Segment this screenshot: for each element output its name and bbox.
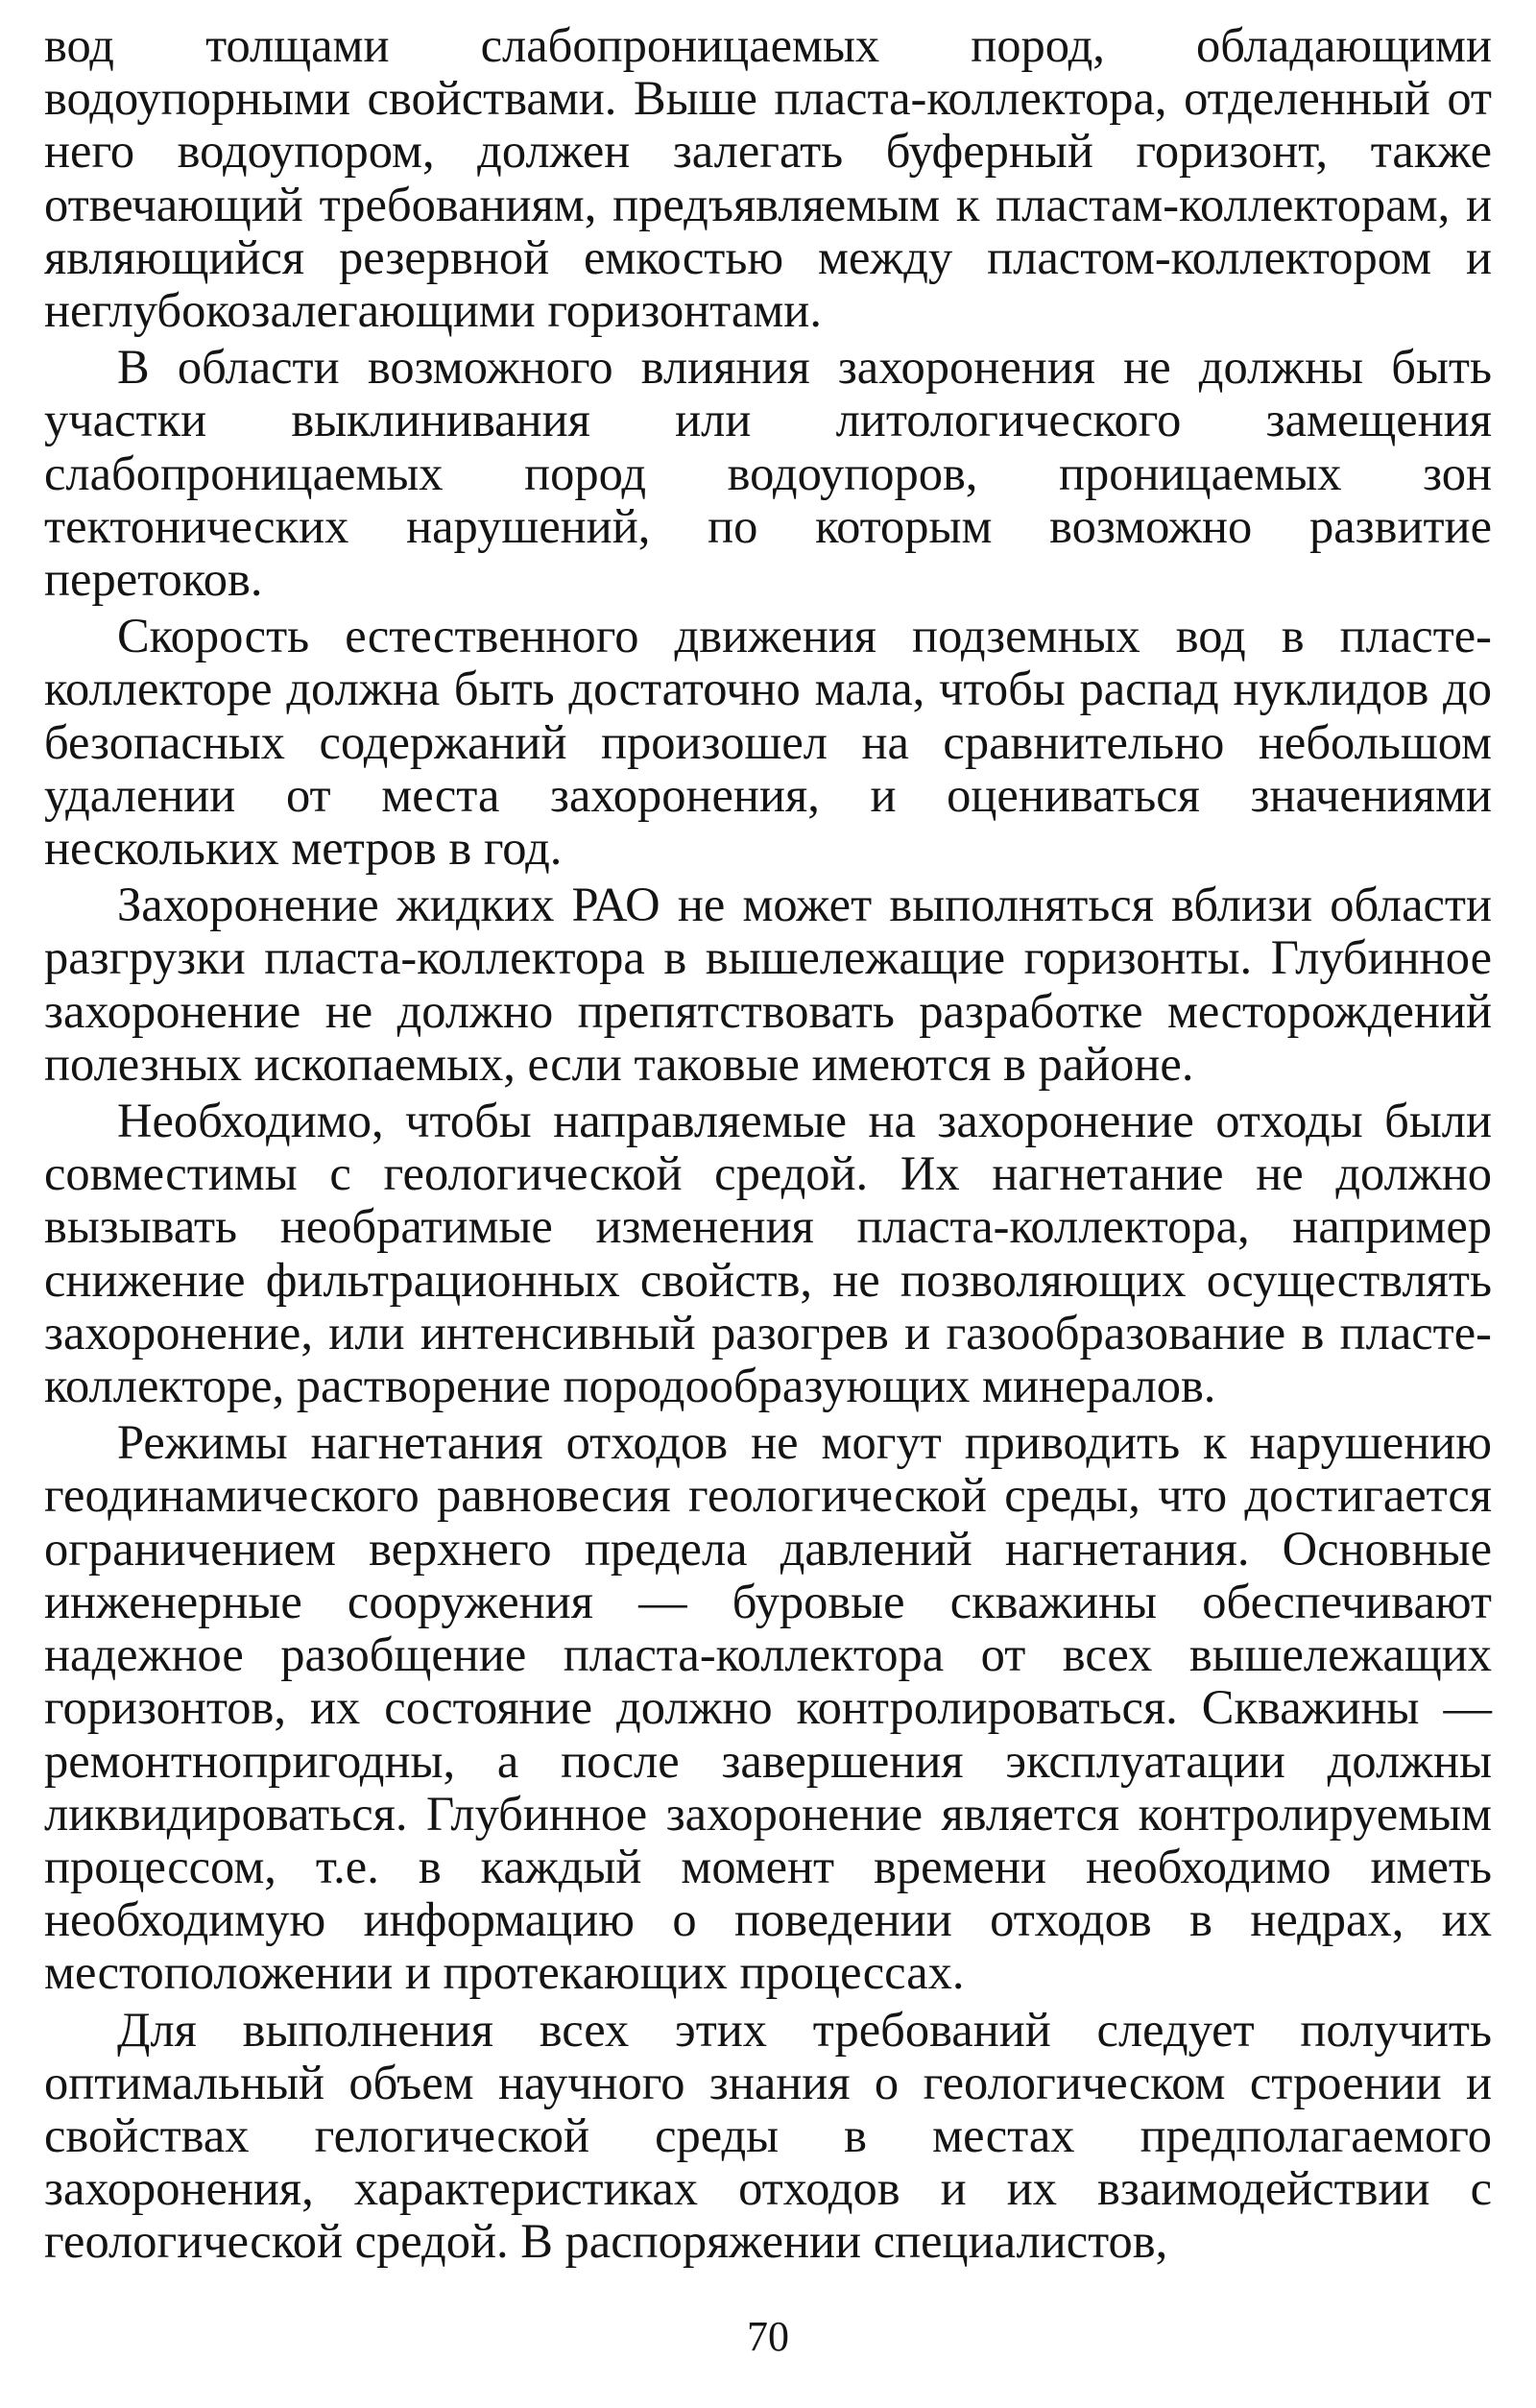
paragraph-groundwater-speed: Скорость естественного движения подземных вод в пласте-коллекторе должна быть достаточно мала, чтобы распад нуклидов до безопасных содержаний произошел на сравнительно небольшом удалении от места захоронения, и оцениваться значениями нескольких метров в год. <box>44 609 1492 876</box>
paragraph-scientific-knowledge: Для выполнения всех этих требований следует получить оптимальный объем научного знания о геологическом строении и свойствах гелогической среды в местах предполагаемого захоронения, характеристиках отходов и их взаимодействии с геологической средой. В распоряжении специалистов, <box>44 2002 1492 2269</box>
paragraph-discharge-area: Захоронение жидких РАО не может выполняться вблизи области разгрузки пласта-коллектора в вышележащие горизонты. Глубинное захоронение не должно препятствовать разработке месторождений полезных ископаемых, если таковые имеются в районе. <box>44 878 1492 1091</box>
paragraph-continuation: вод толщами слабопроницаемых пород, обладающими водоупорными свойствами. Выше пласта-коллектора, отделенный от него водоупором, должен залегать буферный горизонт, также отвечающий требованиям, предъявляемым к пластам-коллекторам, и являющийся резервной емкостью между пластом-коллектором и неглубокозалегающими горизонтами. <box>44 18 1492 338</box>
page-number: 70 <box>747 2313 789 2360</box>
paragraph-injection-modes: Режимы нагнетания отходов не могут приводить к нарушению геодинамического равновесия геологической среды, что достигается ограничением верхнего предела давлений нагнетания. Основные инженерные сооружения — буровые скважины обеспечивают надежное разобщение пласта-коллектора от всех вышележащих горизонтов, их состояние должно контролироваться. Скважины — ремонтнопригодны, а после завершения эксплуатации должны ликвидироваться. Глубинное захоронение является контролируемым процессом, т.е. в каждый момент времени необходимо иметь необходимую информацию о поведении отходов в недрах, их местоположении и протекающих процессах. <box>44 1415 1492 2000</box>
paragraph-compatibility: Необходимо, чтобы направляемые на захоронение отходы были совместимы с геологической средой. Их нагнетание не должно вызывать необратимые изменения пласта-коллектора, например снижение фильтрационных свойств, не позволяющих осуществлять захоронение, или интенсивный разогрев и газообразование в пласте-коллекторе, растворение породообразующих минералов. <box>44 1094 1492 1413</box>
paragraph-fault-zones: В области возможного влияния захоронения не должны быть участки выклинивания или литологического замещения слабопроницаемых пород водоупоров, проницаемых зон тектонических нарушений, по которым возможно развитие перетоков. <box>44 340 1492 607</box>
page-body <box>44 19 1492 2273</box>
